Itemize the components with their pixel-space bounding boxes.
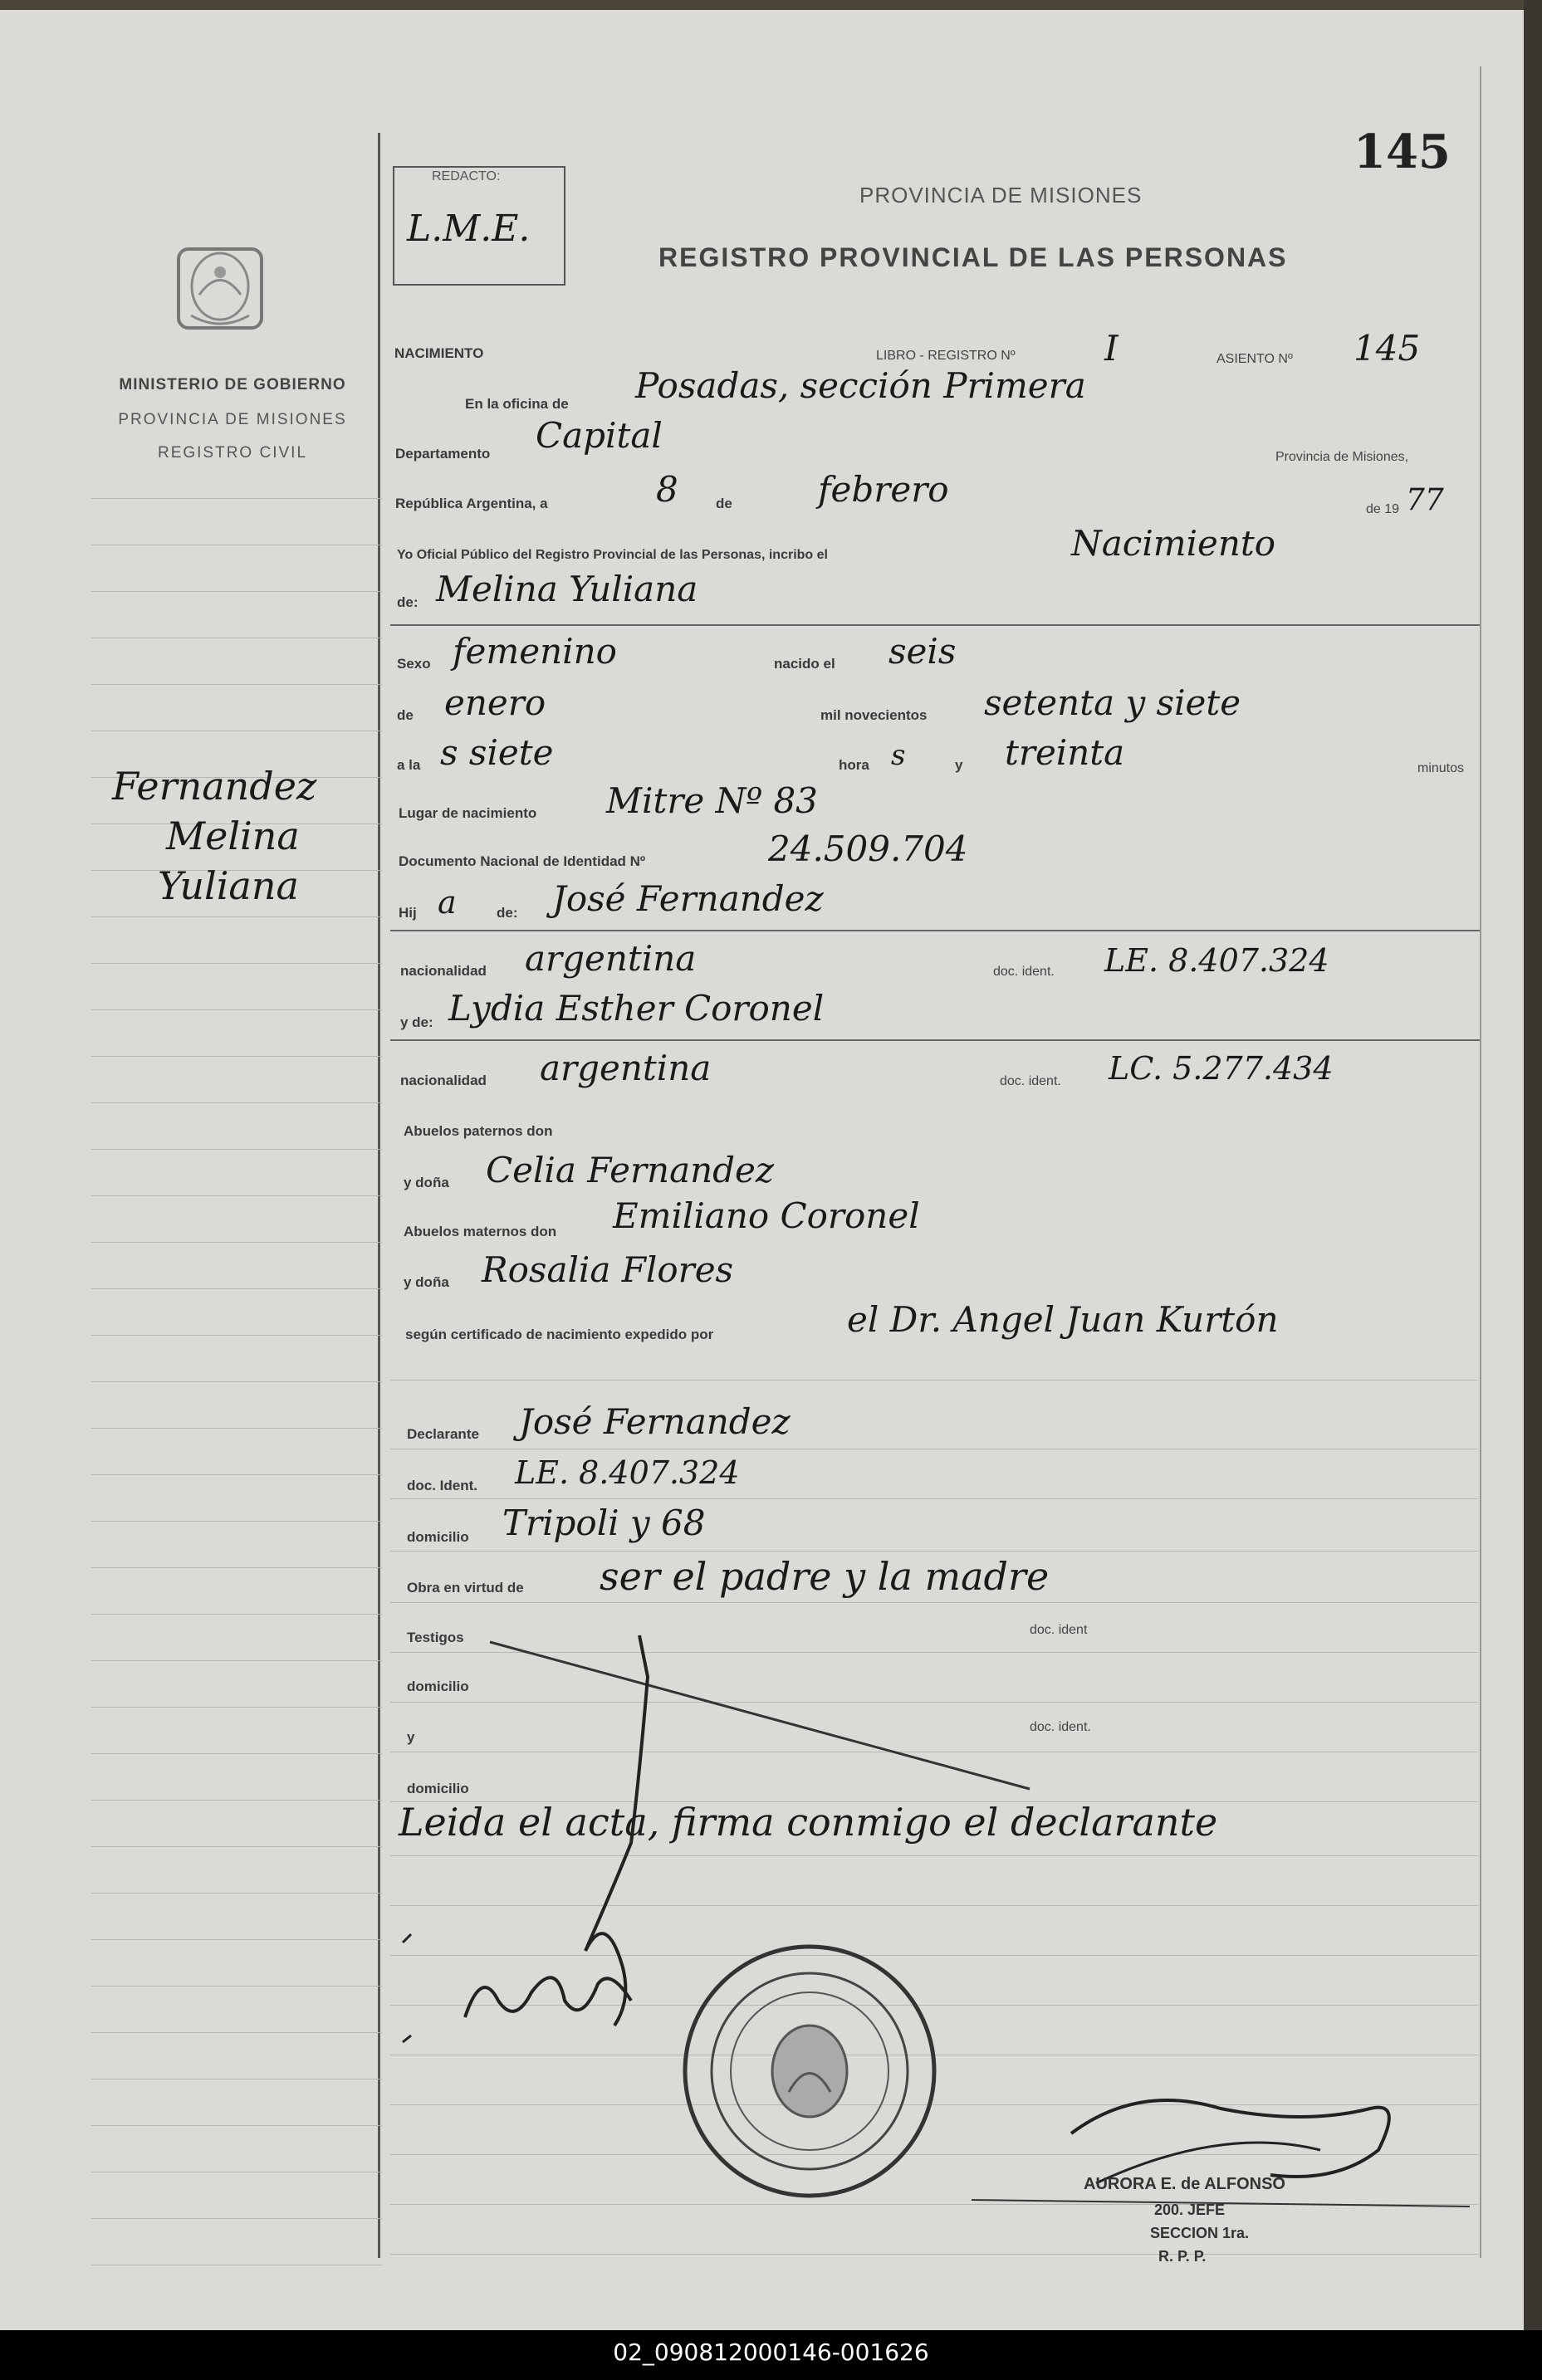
ruled-line <box>91 1242 382 1243</box>
hij-de-label: de: <box>497 905 518 921</box>
ruled-line <box>91 963 382 964</box>
domicilio-value: Tripoli y 68 <box>502 1503 706 1543</box>
y-label: y <box>955 757 963 773</box>
ruled-line <box>91 1428 382 1429</box>
ruled-line <box>91 2125 382 2126</box>
registry-header: REGISTRO PROVINCIAL DE LAS PERSONAS <box>658 242 1288 272</box>
mil-value: setenta y siete <box>984 682 1241 723</box>
de-label: de <box>716 496 732 511</box>
padre-underline <box>390 930 1480 931</box>
ruled-line <box>91 1986 382 1987</box>
hora-label: hora <box>839 757 869 773</box>
oficial-value: Nacimiento <box>1071 523 1276 564</box>
lugar-label: Lugar de nacimiento <box>399 805 537 821</box>
obra-value: ser el padre y la madre <box>600 1554 1050 1599</box>
declarante-signature <box>585 1635 648 2026</box>
abuelos-maternos-label: Abuelos maternos don <box>404 1224 557 1239</box>
testigos-y-label: y <box>407 1729 415 1745</box>
madre-value: Lydia Esther Coronel <box>448 988 825 1029</box>
nac2-label: nacionalidad <box>400 1073 487 1088</box>
yde-label: y de: <box>400 1014 433 1030</box>
abuelos-paternos-label: Abuelos paternos don <box>404 1123 553 1139</box>
ruled-line <box>91 1800 382 1801</box>
hij-label: Hij <box>399 905 417 921</box>
ruled-line <box>91 1846 382 1847</box>
certificado-label: según certificado de nacimiento expedido por <box>405 1327 714 1342</box>
lugar-value: Mitre Nº 83 <box>606 780 818 821</box>
ruled-line <box>91 1474 382 1475</box>
stamp-line2: 200. JEFE <box>1154 2202 1226 2218</box>
abuelos-maternos-value: Emiliano Coronel <box>613 1195 920 1236</box>
province-header: PROVINCIA DE MISIONES <box>859 183 1143 208</box>
redacto-label: REDACTO: <box>432 169 501 183</box>
oficina-value: Posadas, sección Primera <box>635 365 1086 406</box>
declarante-value: José Fernandez <box>519 1401 791 1442</box>
coat-of-arms-emblem <box>166 232 274 340</box>
hij-value: a <box>438 884 457 921</box>
declarante-label: Declarante <box>407 1426 479 1442</box>
asiento-label: ASIENTO Nº <box>1216 352 1293 366</box>
official-seal <box>677 1938 942 2204</box>
signature-tick-bottom <box>403 2035 411 2042</box>
obra-label: Obra en virtud de <box>407 1580 524 1596</box>
mil-label: mil novecientos <box>820 707 928 723</box>
dni-label: Documento Nacional de Identidad Nº <box>399 853 646 869</box>
redacto-value: L.M.E. <box>407 208 531 250</box>
libro-value: I <box>1104 328 1119 369</box>
nombre-value: Melina Yuliana <box>436 569 698 609</box>
ruled-line <box>91 1335 382 1336</box>
page-number: 145 <box>1354 125 1451 179</box>
doc2-label: doc. ident. <box>1000 1074 1061 1088</box>
ruled-line <box>390 1551 1478 1552</box>
alas-value: s siete <box>440 732 554 773</box>
nacido-label: nacido el <box>774 656 835 672</box>
oficial-label: Yo Oficial Público del Registro Provincial de las Personas, incribo el <box>397 548 828 562</box>
margin-note-first-name: Melina <box>166 814 300 858</box>
nacimiento-label: NACIMIENTO <box>394 345 484 361</box>
abuelos-paternos-dona-label: y doña <box>404 1175 449 1190</box>
anio-label: de 19 <box>1366 502 1400 516</box>
nac2-value: argentina <box>540 1048 712 1088</box>
dni-value: 24.509.704 <box>768 828 968 869</box>
hora-suffix: s <box>891 739 906 772</box>
departamento-value: Capital <box>536 415 663 456</box>
provincia-label: Provincia de Misiones, <box>1275 450 1409 464</box>
nombre-underline <box>390 624 1480 626</box>
madre-underline <box>390 1039 1480 1041</box>
abuelos-maternos-dona-label: y doña <box>404 1274 449 1290</box>
ruled-line <box>91 2032 382 2033</box>
ruled-line <box>91 684 382 685</box>
domicilio-label: domicilio <box>407 1529 469 1545</box>
ruled-line <box>91 1614 382 1615</box>
leida-acta-text: Leida el acta, firma conmigo el declarante <box>399 1800 1218 1845</box>
ruled-line <box>91 1195 382 1196</box>
testigos-domicilio2-label: domicilio <box>407 1781 469 1796</box>
ruled-line <box>91 1009 382 1010</box>
nac1-label: nacionalidad <box>400 963 487 979</box>
signature-tick-top <box>403 1934 411 1943</box>
sexo-value: femenino <box>453 631 617 672</box>
scan-file-id: 02_090812000146-001626 <box>0 2330 1542 2380</box>
stamp-name: AURORA E. de ALFONSO <box>1084 2175 1285 2193</box>
registrar-signature <box>972 2075 1470 2216</box>
ruled-line <box>91 1521 382 1522</box>
doc-declarante-value: LE. 8.407.324 <box>515 1454 740 1491</box>
ministry-registro-civil: REGISTRO CIVIL <box>157 444 308 462</box>
ruled-line <box>91 1288 382 1289</box>
republica-label: República Argentina, a <box>395 496 548 511</box>
ruled-line <box>390 2254 1478 2255</box>
right-margin-line <box>1480 66 1481 2258</box>
ruled-line <box>91 1056 382 1057</box>
ruled-line <box>91 1381 382 1382</box>
testigos-label: Testigos <box>407 1630 464 1645</box>
anio-value: 77 <box>1406 483 1444 517</box>
paper-right-edge <box>1524 0 1542 2380</box>
doc1-value: LE. 8.407.324 <box>1104 942 1329 979</box>
abuelos-paternos-dona-value: Celia Fernandez <box>486 1150 775 1190</box>
ruled-line <box>91 1939 382 1940</box>
padre-value: José Fernandez <box>552 878 824 919</box>
ruled-line <box>91 1660 382 1661</box>
departamento-label: Departamento <box>395 446 491 462</box>
doc-declarante-label: doc. Ident. <box>407 1478 477 1493</box>
stamp-line3: SECCION 1ra. <box>1150 2225 1250 2241</box>
ruled-line <box>91 1893 382 1894</box>
minutos-value: treinta <box>1005 732 1125 773</box>
testigos-doc1-label: doc. ident <box>1030 1623 1088 1637</box>
oficina-label: En la oficina de <box>465 396 569 412</box>
ruled-line <box>91 1753 382 1754</box>
de2-label: de <box>397 707 414 723</box>
asiento-value: 145 <box>1354 328 1421 369</box>
minutos-label: minutos <box>1417 761 1465 775</box>
ruled-line <box>91 2218 382 2219</box>
doc1-label: doc. ident. <box>993 965 1055 979</box>
sexo-label: Sexo <box>397 656 431 672</box>
ruled-line <box>91 1102 382 1103</box>
ruled-line <box>91 1149 382 1150</box>
stamp-line4: R. P. P. <box>1158 2248 1207 2265</box>
margin-note-second-name: Yuliana <box>158 863 299 908</box>
official-signature <box>465 1977 631 2017</box>
doc2-value: LC. 5.277.434 <box>1109 1050 1334 1087</box>
nacido-value: seis <box>888 631 957 672</box>
ministry-province: PROVINCIA DE MISIONES <box>118 411 347 428</box>
mes-value: febrero <box>818 469 949 510</box>
libro-label: LIBRO - REGISTRO Nº <box>876 349 1016 363</box>
ruled-line <box>390 1380 1478 1381</box>
nac1-value: argentina <box>525 938 697 979</box>
ruled-line <box>91 498 382 499</box>
testigos-strike-line <box>490 1642 1030 1789</box>
ruled-line <box>390 1602 1478 1603</box>
dia-value: 8 <box>656 469 678 510</box>
ruled-line <box>91 1707 382 1708</box>
testigos-doc2-label: doc. ident. <box>1030 1720 1091 1734</box>
ministry-name: MINISTERIO DE GOBIERNO <box>119 376 346 393</box>
ruled-line <box>91 591 382 592</box>
margin-note-surname: Fernandez <box>112 764 317 809</box>
certificado-value: el Dr. Angel Juan Kurtón <box>847 1299 1279 1340</box>
ruled-line <box>91 916 382 917</box>
abuelos-maternos-dona-value: Rosalia Flores <box>482 1249 734 1290</box>
ruled-line <box>390 1498 1478 1499</box>
de-nombre-label: de: <box>397 594 419 610</box>
ruled-line <box>91 1567 382 1568</box>
alas-label: a la <box>397 757 421 773</box>
testigos-domicilio1-label: domicilio <box>407 1679 469 1694</box>
mes-nac-value: enero <box>444 682 546 723</box>
